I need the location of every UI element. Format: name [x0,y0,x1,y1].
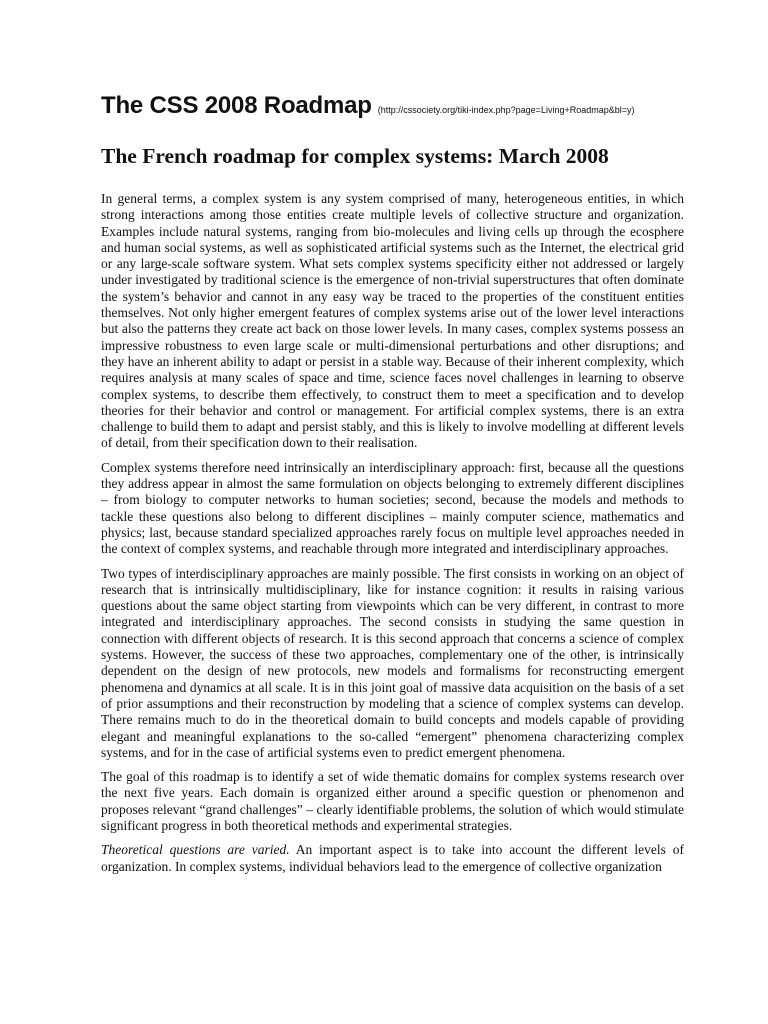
paragraph-1: In general terms, a complex system is any system comprised of many, heterogeneous entities, in which strong interactions among those entities create multiple levels of collective structure and organization. Examples include natural systems, ranging from bio-molecules and living cells up through the ecosphere and human social systems, as well as sophisticated artificial systems such as the Internet, the electrical grid or any large-scale software system. What sets complex systems specificity either not addressed or largely under investigated by traditional science is the emergence of non-trivial superstructures that often dominate the system’s behavior and cannot in any easy way be traced to the properties of the constituent entities themselves. Not only higher emergent features of complex systems arise out of the lower level interactions but also the patterns they create act back on those lower levels. In many cases, complex systems possess an impressive robustness to even large scale or multi-dimensional perturbations and other disruptions; and they have an inherent ability to adapt or persist in a stable way. Because of their inherent complexity, which requires analysis at many scales of space and time, science faces novel challenges in learning to observe complex systems, to describe them effectively, to construct them to meet a specification and to develop theories for their behavior and control or management. For artificial complex systems, there is an extra challenge to build them to adapt and persist stably, and this is likely to involve modelling at different levels of detail, from their specification down to their realisation. [101,191,684,451]
paragraph-2: Complex systems therefore need intrinsically an interdisciplinary approach: first, because all the questions they address appear in almost the same formulation on objects belonging to extremely different disciplines – from biology to computer networks to human societies; second, because the models and methods to tackle these questions also belong to different disciplines – mainly computer science, mathematics and physics; last, because standard specialized approaches rarely focus on multiple level approaches needed in the context of complex systems, and reachable through more integrated and interdisciplinary approaches. [101,459,684,557]
paragraph-3: Two types of interdisciplinary approaches are mainly possible. The first consists in working on an object of research that is intrinsically multidisciplinary, like for instance cognition: it results in raising various questions about the same object starting from viewpoints which can be very different, in contrast to more integrated and interdisciplinary approaches. The second consists in studying the same question in connection with different objects of research. It is this second approach that concerns a science of complex systems. However, the success of these two approaches, complementary one of the other, is intrinsically dependent on the design of new protocols, new models and formalisms for reconstructing emergent phenomena and dynamics at all scale. It is in this joint goal of massive data acquisition on the basis of a set of prior assumptions and their reconstruction by modeling that a science of complex systems can develop. There remains much to do in the theoretical domain to build concepts and models capable of providing elegant and meaningful explanations to the so-called “emergent” phenomena characterizing complex systems, and for in the case of artificial systems even to predict emergent phenomena. [101,565,684,760]
paragraph-5-text: An important aspect is to take into account the different levels of organization. In complex systems, individual behaviors lead to the emergence of collective organization [101,842,684,874]
title-line [101,92,684,120]
document-title: The CSS 2008 Roadmap [101,92,372,119]
section-heading: The French roadmap for complex systems: March 2008 [101,144,609,168]
paragraph-4: The goal of this roadmap is to identify a set of wide thematic domains for complex systems research over the next five years. Each domain is organized either around a specific question or phenomenon and proposes relevant “grand challenges” – clearly identifiable problems, the solution of which would stimulate significant progress in both theoretical methods and experimental strategies. [101,769,684,833]
source-url: (http://cssociety.org/tiki-index.php?page=Living+Roadmap&bl=y) [377,105,635,115]
paragraph-5 [101,842,684,875]
paragraph-5-lead: Theoretical questions are varied. [101,842,290,858]
